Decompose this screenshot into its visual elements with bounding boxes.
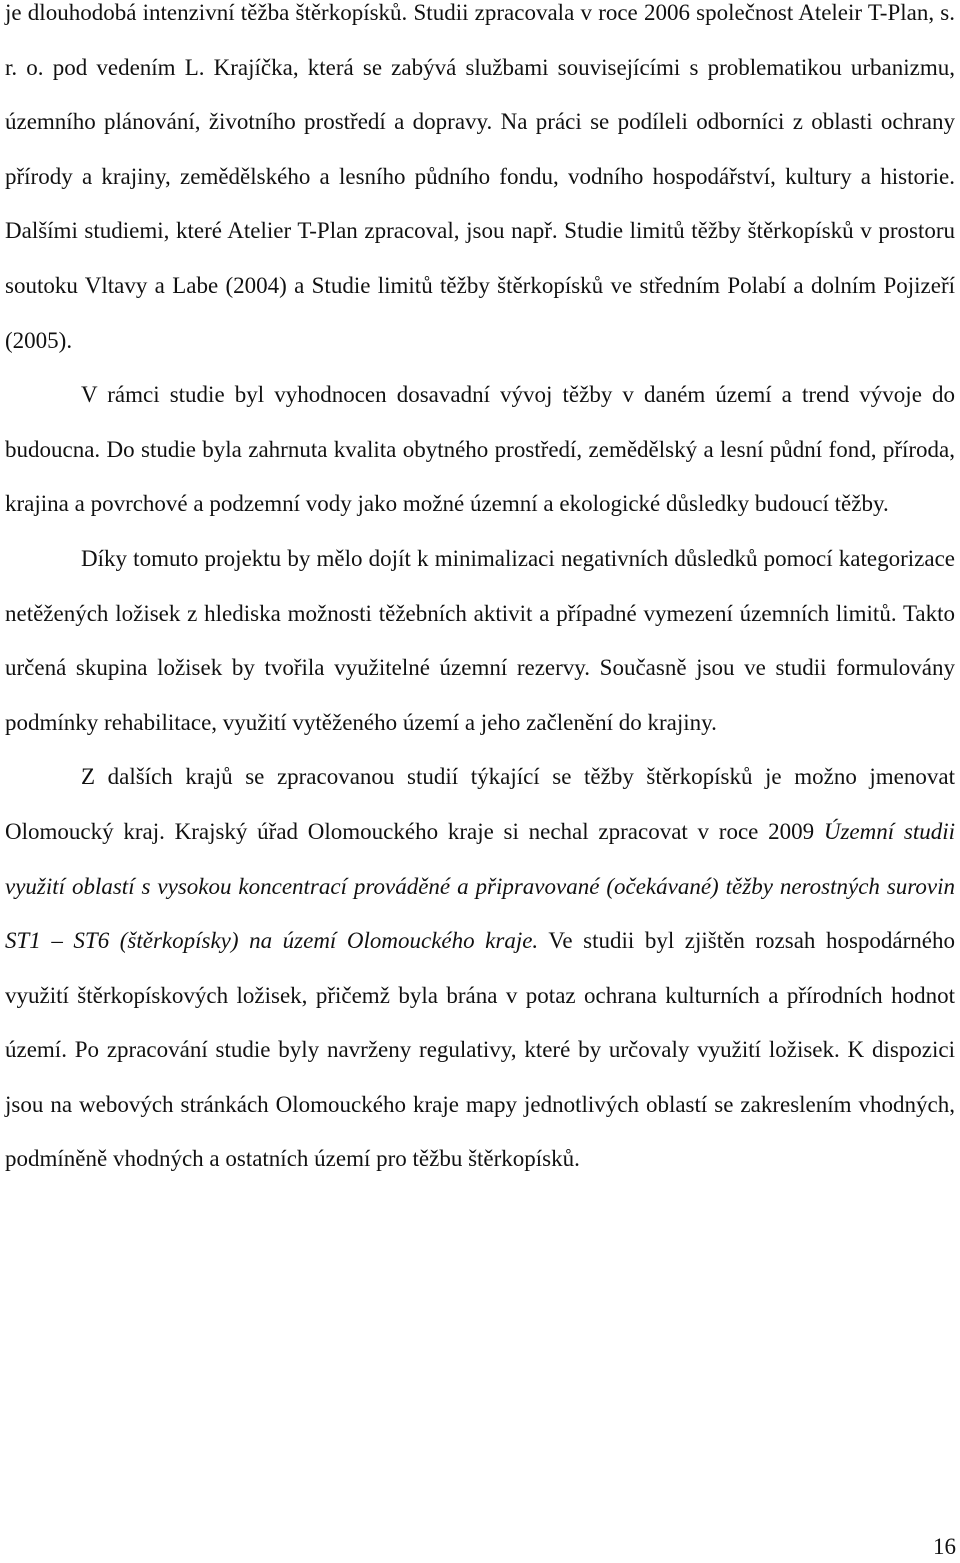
text-run: Z dalších krajů se zpracovanou studií týkající se těžby štěrkopísků je možno jmenovat Olomoucký kraj. Krajský úřad Olomouckého kraje si nechal zpracovat v roce 2009 — [5, 764, 955, 844]
document-body — [5, 0, 955, 1187]
text-run: je dlouhodobá intenzivní těžba štěrkopísků. Studii zpracovala v roce 2006 společnost Ateleir T-Plan, s. r. o. pod vedením L. Krajíčka, která se zabývá službami souvisejícími s problematikou urbanizmu, územního plánování, životního prostředí a dopravy. Na práci se podíleli odborníci z oblasti ochrany přírody a krajiny, zemědělského a lesního půdního fondu, vodního hospodářství, kultury a historie. Dalšími studiemi, které Atelier T-Plan zpracoval, jsou např. Studie limitů těžby štěrkopísků v prostoru soutoku Vltavy a Labe (2004) a Studie limitů těžby štěrkopísků ve středním Polabí a dolním Pojizeří (2005). — [5, 0, 955, 353]
text-run: Díky tomuto projektu by mělo dojít k minimalizaci negativních důsledků pomocí kategorizace netěžených ložisek z hlediska možnosti těžebních aktivit a případné vymezení územních limitů. Takto určená skupina ložisek by tvořila využitelné územní rezervy. Současně jsou ve studii formulovány podmínky rehabilitace, využití vytěženého území a jeho začlenění do krajiny. — [5, 545, 955, 735]
text-run: V rámci studie byl vyhodnocen dosavadní vývoj těžby v daném území a trend vývoje do budoucna. Do studie byla zahrnuta kvalita obytného prostředí, zemědělský a lesní půdní fond, příroda, krajina a povrchové a podzemní vody jako možné územní a ekologické důsledky budoucí těžby. — [5, 382, 955, 517]
paragraph — [5, 0, 955, 368]
paragraph — [5, 750, 955, 1187]
paragraph — [5, 368, 955, 532]
text-run: Ve studii byl zjištěn rozsah hospodárného využití štěrkopískových ložisek, přičemž byla brána v potaz ochrana kulturních a přírodních hodnot území. Po zpracování studie byly navrženy regulativy, které by určovaly využití ložisek. K dispozici jsou na webových stránkách Olomouckého kraje mapy jednotlivých oblastí se zakreslením vhodných, podmíněně vhodných a ostatních území pro těžbu štěrkopísků. — [5, 928, 955, 1172]
study-title: Územní studii využití oblastí s vysokou koncentrací prováděné a připravované (očekávané) těžby nerostných surovin ST1 – ST6 (štěrkopísky) na území Olomouckého kraje. — [5, 818, 955, 954]
page-number: 16 — [933, 1534, 956, 1559]
paragraph — [5, 532, 955, 750]
